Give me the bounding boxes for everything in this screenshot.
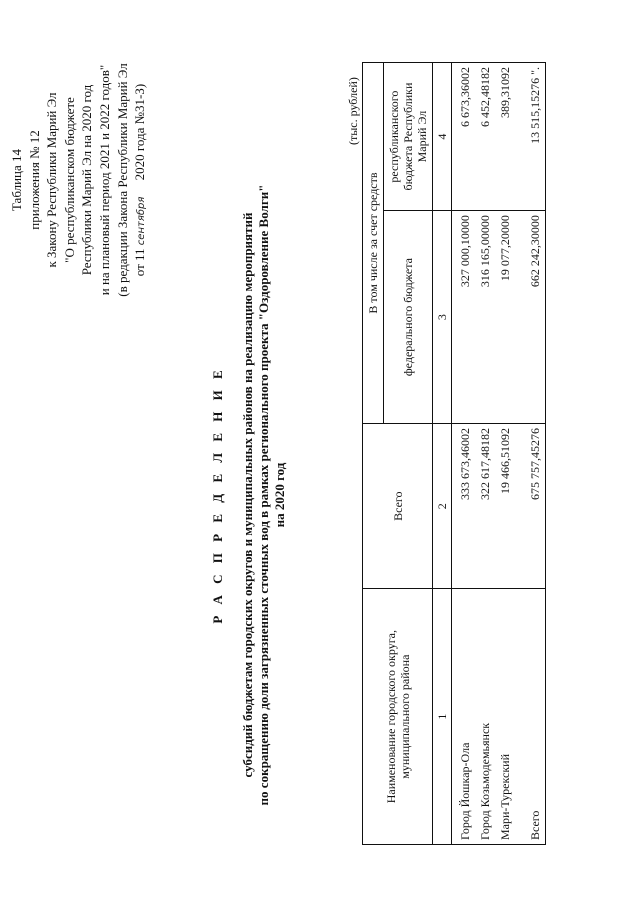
col-index: 3 (433, 211, 452, 424)
date-year: 2020 года № (132, 111, 148, 181)
header-line: (в редакции Закона Республики Марий Эл (114, 63, 130, 297)
title-subtitle (240, 145, 288, 845)
units-label: (тыс. рублей) (346, 77, 360, 145)
table-spacer-row (515, 63, 525, 845)
col-index: 1 (433, 589, 452, 845)
cell-republic: 6 673,36002 (452, 63, 476, 211)
cell-name: Всего (525, 589, 546, 845)
cell-total: 322 617,48182 (475, 424, 495, 589)
cell-republic: 6 452,48182 (475, 63, 495, 211)
table-row (495, 63, 515, 845)
date-prefix: от (132, 264, 148, 277)
header-line: и на плановый период 2021 и 2022 годов" (96, 64, 112, 296)
subtitle-line: по сокращению доли загрязненных сточных вод в рамках регионального проекта "Оздоровление Волги" (256, 184, 271, 806)
cell-total: 19 466,51092 (495, 424, 515, 589)
cell-name: Город Йошкар-Ола (452, 589, 476, 845)
col-header-republic: республиканского бюджета Республики Марий Эл (384, 63, 433, 211)
cell-total: 333 673,46002 (452, 424, 476, 589)
col-header-name: Наименование городского округа, муниципального района (363, 589, 433, 845)
title-main: Р А С П Р Е Д Е Л Е Н И Е (210, 366, 225, 624)
cell-federal: 19 077,20000 (495, 211, 515, 424)
subtitle-line: субсидий бюджетам городских округов и муниципальных районов на реализацию мероприятий (240, 212, 255, 778)
subtitle-line: на 2020 год (272, 462, 287, 528)
col-header-group: В том числе за счет средств (363, 63, 384, 424)
header-line: Таблица 14 (9, 148, 24, 212)
document-title (210, 145, 288, 845)
table-total-row (525, 63, 546, 845)
col-header-total: Всего (363, 424, 433, 589)
date-suffix: ) (132, 83, 148, 89)
cell-name: Мари-Турекский (495, 589, 515, 845)
col-header-federal: федерального бюджета (384, 211, 433, 424)
col-index: 2 (433, 424, 452, 589)
date-number: 31-З (132, 88, 148, 112)
date-month: сентября (136, 196, 148, 246)
cell-federal: 662 242,30000 (525, 211, 546, 424)
header-line: "О республиканском бюджете (61, 97, 77, 263)
cell-federal: 316 165,00000 (475, 211, 495, 424)
header-line: к Закону Республики Марий Эл (44, 92, 60, 268)
distribution-table (362, 62, 546, 845)
col-index: 4 (433, 63, 452, 211)
header-line: Республики Марий Эл на 2020 год (79, 84, 95, 276)
cell-federal: 327 000,10000 (452, 211, 476, 424)
cell-total: 675 757,45276 (525, 424, 546, 589)
table-header-block (8, 15, 151, 345)
cell-name: Город Козьмодемьянск (475, 589, 495, 845)
header-line: приложения № 12 (26, 130, 42, 230)
date-day: 11 (132, 248, 148, 261)
header-date-line (131, 15, 151, 345)
table-row (475, 63, 495, 845)
cell-republic: 389,31092 (495, 63, 515, 211)
cell-republic: 13 515,15276 ". (525, 63, 546, 211)
table-row (452, 63, 476, 845)
